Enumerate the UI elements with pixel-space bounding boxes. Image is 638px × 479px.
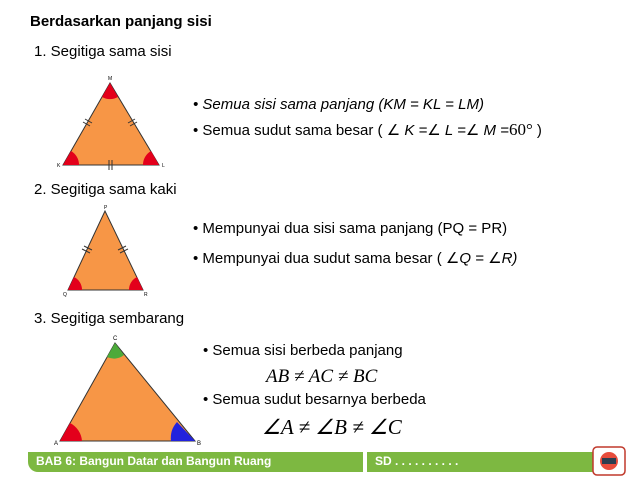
page-title: Berdasarkan panjang sisi <box>30 13 212 30</box>
section-2-heading: 2. Segitiga sama kaki <box>34 181 177 198</box>
section-1-bullet-1: • Semua sisi sama panjang (KM = KL = LM) <box>193 96 484 113</box>
section-3-bullet-2: • Semua sudut besarnya berbeda <box>203 391 426 408</box>
angle-symbol-icon: ∠ <box>427 123 441 139</box>
angle-value: 60° <box>508 120 533 139</box>
angle-symbol-icon: ∠ <box>386 123 401 139</box>
publisher-logo-icon <box>592 446 626 476</box>
footer-left-panel <box>28 452 363 472</box>
footer-grade: SD . . . . . . . . . . <box>375 454 459 468</box>
vertex-label-a: A <box>54 441 59 447</box>
angle-m: M = <box>483 122 509 139</box>
bullet-suffix: ) <box>536 122 542 139</box>
angle-symbol-icon: ∠ <box>488 251 502 267</box>
vertex-label-l: L <box>162 163 165 169</box>
isosceles-triangle <box>60 205 160 300</box>
vertex-label-r: R <box>144 292 148 298</box>
bullet-prefix: • Semua sudut sama besar ( <box>193 122 383 139</box>
angle-mark-m <box>102 83 118 99</box>
angle-symbol-icon: ∠ <box>465 123 480 139</box>
footer-right-panel <box>367 452 614 472</box>
vertex-label-b: B <box>197 441 202 447</box>
section-1-bullet-2 <box>193 120 542 140</box>
vertex-label-q: Q <box>63 292 67 298</box>
formula-angles: ∠A ≠ ∠B ≠ ∠C <box>262 415 402 439</box>
formula-sides: AB ≠ AC ≠ BC <box>266 366 378 387</box>
angle-r: R) <box>501 250 518 267</box>
section-3-bullet-1: • Semua sisi berbeda panjang <box>203 342 403 359</box>
angle-symbol-icon: ∠ <box>445 251 460 267</box>
section-3-heading: 3. Segitiga sembarang <box>34 310 185 327</box>
bullet-prefix: • Mempunyai dua sudut sama besar ( <box>193 250 442 267</box>
vertex-label-c: C <box>113 336 118 342</box>
triangle-body <box>68 211 143 290</box>
section-1-heading: 1. Segitiga sama sisi <box>34 43 172 60</box>
angle-k: K = <box>404 122 428 139</box>
equilateral-triangle <box>55 75 175 170</box>
vertex-label-p: P <box>104 205 108 211</box>
footer-chapter: BAB 6: Bangun Datar dan Bangun Ruang <box>36 454 272 468</box>
section-2-bullet-1: • Mempunyai dua sisi sama panjang (PQ = PR) <box>193 220 508 237</box>
angle-q: Q = <box>459 250 484 267</box>
footer-bar <box>28 452 614 472</box>
vertex-label-k: K <box>57 163 61 169</box>
section-2-bullet-2 <box>193 249 517 268</box>
vertex-label-m: M <box>108 76 113 82</box>
angle-l: L = <box>444 122 466 139</box>
scalene-triangle <box>52 335 212 447</box>
